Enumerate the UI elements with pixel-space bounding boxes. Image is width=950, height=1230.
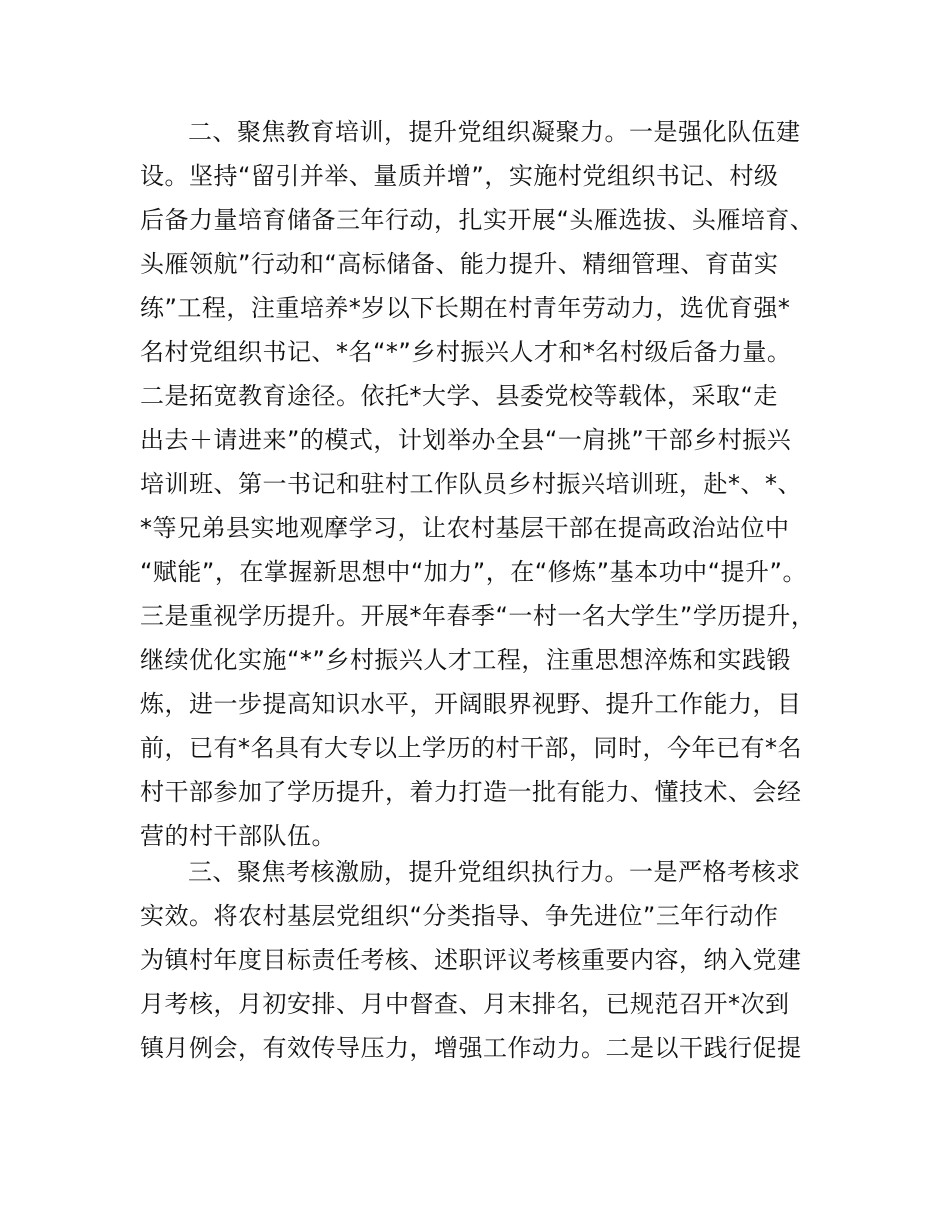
text-line: 炼，进一步提高知识水平，开阔眼界视野、提升工作能力，目 [140,690,802,718]
text-line: 实效。将农村基层党组织“分类指导、争先进位”三年行动作 [140,902,779,930]
text-line: 继续优化实施“*”乡村振兴人才工程，注重思想淬炼和实践锻 [140,646,791,674]
text-line: 为镇村年度目标责任考核、述职评议考核重要内容，纳入党建 [140,946,802,974]
text-line: 村干部参加了学历提升，着力打造一批有能力、懂技术、会经 [140,778,802,806]
text-line: 练”工程，注重培养*岁以下长期在村青年劳动力，选优育强* [140,294,791,322]
text-line: 后备力量培育储备三年行动，扎实开展“头雁选拔、头雁培育、 [140,206,815,234]
text-line: 月考核，月初安排、月中督查、月末排名，已规范召开*次到 [140,990,790,1018]
paragraph-assessment-incentive [140,850,820,1070]
text-line: 营的村干部队伍。 [140,822,336,850]
text-line: 头雁领航”行动和“高标储备、能力提升、精细管理、育苗实 [140,250,779,278]
text-line: 二、聚焦教育培训，提升党组织凝聚力。一是强化队伍建 [188,118,801,146]
text-line: 三是重视学历提升。开展*年春季“一村一名大学生”学历提升， [140,602,816,630]
text-line: 镇月例会，有效传导压力，增强工作动力。二是以干践行促提 [140,1034,802,1062]
text-line: 培训班、第一书记和驻村工作队员乡村振兴培训班，赴*、*、 [140,470,802,498]
text-line: “赋能”，在掌握新思想中“加力”，在“修炼”基本功中“提升”。 [140,558,807,586]
text-line: 三、聚焦考核激励，提升党组织执行力。一是严格考核求 [188,858,801,886]
paragraph-education-training [140,110,820,858]
text-line: 前，已有*名具有大专以上学历的村干部，同时，今年已有*名 [140,734,802,762]
text-line: 设。坚持“留引并举、量质并增”，实施村党组织书记、村级 [140,162,779,190]
text-line: 二是拓宽教育途径。依托*大学、县委党校等载体，采取“走 [140,382,778,410]
text-line: 名村党组织书记、*名“*”乡村振兴人才和*名村级后备力量。 [140,338,792,366]
text-line: 出去＋请进来”的模式，计划举办全县“一肩挑”干部乡村振兴 [140,426,792,454]
text-line: *等兄弟县实地观摩学习，让农村基层干部在提高政治站位中 [140,514,790,542]
